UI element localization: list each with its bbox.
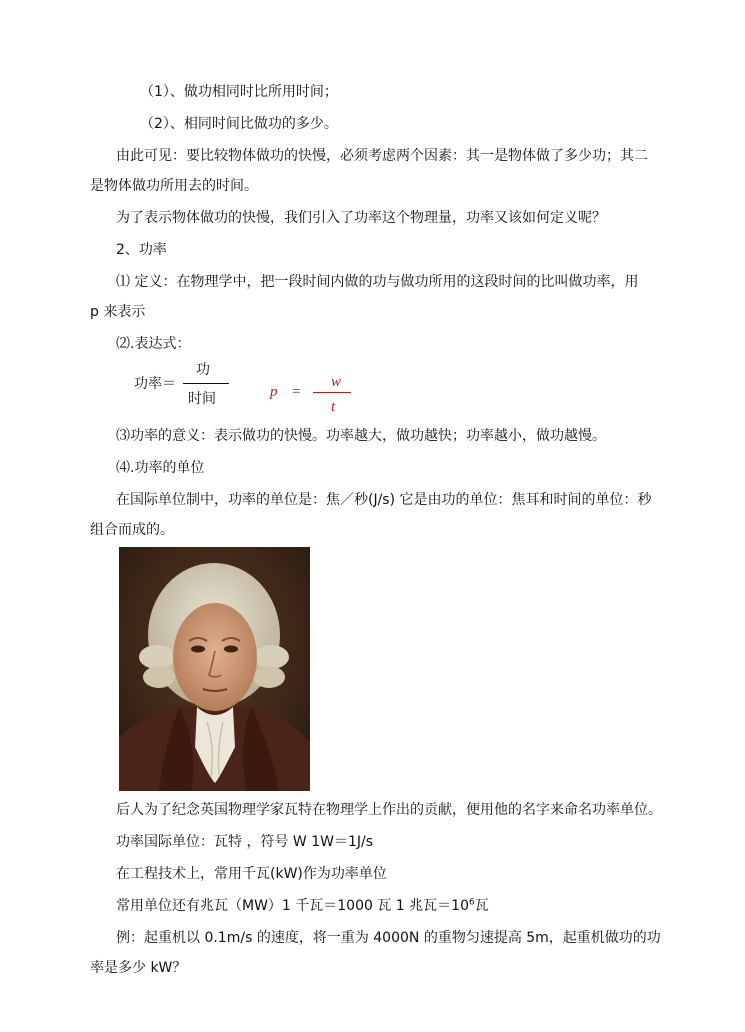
text-line: （2）、相同时间比做功的多少。 (140, 116, 338, 132)
text-line: 为了表示物体做功的快慢，我们引入了功率这个物理量，功率又该如何定义呢？ (116, 210, 606, 226)
exponent: 6 (468, 897, 475, 908)
text-line: 例：起重机以 0.1m/s 的速度，将一重为 4000N 的重物匀速提高 5m，起重机做功的功 (116, 930, 661, 946)
text-line: ⑴ 定义：在物理学中，把一段时间内做的功与做功所用的这段时间的比叫做功率，用 (116, 274, 639, 290)
text-line (116, 896, 489, 916)
text-line: p 来表示 (90, 304, 146, 320)
formula-numerator: w (331, 374, 342, 390)
text-line: ⑶功率的意义：表示做功的快慢。功率越大，做功越快；功率越小，做功越慢。 (116, 428, 606, 444)
unit-text: 瓦 (474, 898, 489, 914)
text-line: 在工程技术上，常用千瓦(kW)作为功率单位 (116, 866, 387, 882)
text-line: 组合而成的。 (90, 522, 174, 538)
text-line: 由此可见：要比较物体做功的快慢，必须考虑两个因素：其一是物体做了多少功；其二 (116, 148, 648, 164)
formula-denominator: t (331, 399, 336, 415)
fraction-line (183, 383, 229, 384)
text-line: 后人为了纪念英国物理学家瓦特在物理学上作出的贡献，便用他的名字来命名功率单位。 (116, 802, 662, 818)
fraction-line (313, 392, 351, 393)
text-line: 功率国际单位：瓦特 ，符号 W 1W＝1J/s (116, 834, 373, 850)
section-heading: 2、功率 (116, 242, 167, 258)
unit-text: 常用单位还有兆瓦（MW）1 千瓦＝1000 瓦 1 兆瓦＝10 (116, 898, 469, 914)
text-line: 在国际单位制中，功率的单位是：焦／秒(J/s) 它是由功的单位：焦耳和时间的单位：秒 (116, 492, 652, 508)
text-line: 是物体做功所用去的时间。 (90, 178, 258, 194)
text-line: ⑵.表达式： (116, 336, 191, 352)
formula-numerator: 功 (196, 362, 210, 378)
formula-symbol-p: p (270, 384, 278, 400)
text-line: （1）、做功相同时比所用时间； (140, 84, 338, 100)
text-line: ⑷.功率的单位 (116, 460, 205, 476)
portrait-image (119, 547, 310, 791)
formula-denominator: 时间 (188, 391, 216, 407)
formula-lhs: 功率＝ (134, 376, 176, 392)
text-line: 率是多少 kW？ (90, 960, 187, 976)
formula-equals: = (292, 384, 301, 400)
